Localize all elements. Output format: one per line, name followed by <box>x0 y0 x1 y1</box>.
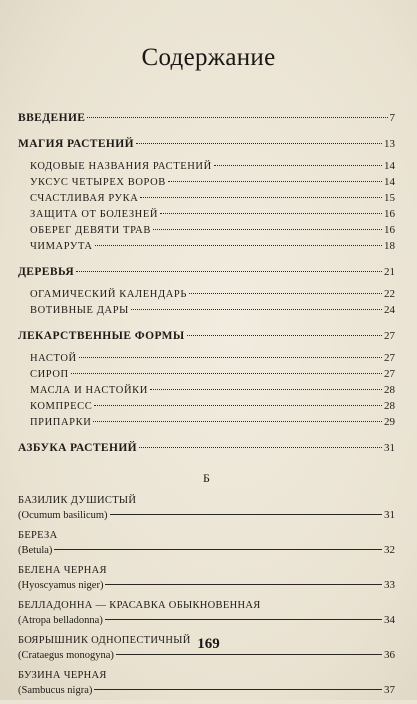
dot-leader <box>105 584 382 585</box>
toc-section[interactable] <box>18 136 395 152</box>
plant-latin-row-label: (Sambucus nigra) <box>18 685 93 696</box>
plant-latin-row[interactable] <box>18 543 395 558</box>
toc-section-page: 27 <box>384 330 395 342</box>
dot-leader <box>140 197 382 198</box>
toc-subsection[interactable] <box>18 206 395 222</box>
plant-latin-row-page: 36 <box>384 649 395 661</box>
toc-subsection[interactable] <box>18 286 395 302</box>
plant-latin-row-label: (Hyoscyamus niger) <box>18 580 104 591</box>
toc-subsection[interactable] <box>18 174 395 190</box>
toc-subsection-page: 22 <box>384 288 395 300</box>
toc-subsection-label: СИРОП <box>30 369 69 380</box>
toc-subsection[interactable] <box>18 190 395 206</box>
dot-leader <box>189 293 382 294</box>
toc-subsection-page: 28 <box>384 400 395 412</box>
toc-subsection[interactable] <box>18 158 395 174</box>
dot-leader <box>139 447 382 448</box>
plant-latin-row-label: (Ocumum basilicum) <box>18 510 108 521</box>
plant-entry[interactable] <box>18 599 395 628</box>
dot-leader <box>54 549 382 550</box>
plant-latin-row[interactable] <box>18 613 395 628</box>
toc-section-page: 7 <box>389 112 395 124</box>
dot-leader <box>93 421 382 422</box>
toc-subsection-label: ПРИПАРКИ <box>30 417 92 428</box>
page-number: 169 <box>197 636 220 652</box>
dot-leader <box>131 309 382 310</box>
dot-leader <box>71 373 382 374</box>
toc-subsection-page: 18 <box>384 240 395 252</box>
plant-name: БЕЛЛАДОННА — КРАСАВКА ОБЫКНОВЕННАЯ <box>18 600 261 611</box>
toc-subsection[interactable] <box>18 350 395 366</box>
dot-leader <box>116 654 382 655</box>
toc-section-label: АЗБУКА РАСТЕНИЙ <box>18 442 138 454</box>
dot-leader <box>168 181 382 182</box>
toc-section-page: 13 <box>384 138 395 150</box>
dot-leader <box>79 357 382 358</box>
plant-name: БАЗИЛИК ДУШИСТЫЙ <box>18 495 137 506</box>
toc-subsection-label: ВОТИВНЫЕ ДАРЫ <box>30 305 129 316</box>
plant-latin-row[interactable] <box>18 578 395 593</box>
toc-section-label: МАГИЯ РАСТЕНИЙ <box>18 138 134 150</box>
toc-subsection-label: ЗАЩИТА ОТ БОЛЕЗНЕЙ <box>30 209 159 220</box>
toc-subsection-label: НАСТОЙ <box>30 353 77 364</box>
table-of-contents <box>18 110 395 704</box>
plant-entry[interactable] <box>18 669 395 698</box>
dot-leader <box>76 271 382 272</box>
toc-section[interactable] <box>18 264 395 280</box>
dot-leader <box>95 245 382 246</box>
toc-subsection[interactable] <box>18 238 395 254</box>
toc-section[interactable] <box>18 110 395 126</box>
toc-subsection[interactable] <box>18 366 395 382</box>
toc-subsection-page: 28 <box>384 384 395 396</box>
toc-subsection-page: 29 <box>384 416 395 428</box>
dot-leader <box>153 229 382 230</box>
toc-subsection-page: 14 <box>384 160 395 172</box>
plant-entry[interactable] <box>18 564 395 593</box>
toc-subsection-label: УКСУС ЧЕТЫРЕХ ВОРОВ <box>30 177 166 188</box>
toc-subsection-label: СЧАСТЛИВАЯ РУКА <box>30 193 139 204</box>
plant-name: БЕЛЕНА ЧЕРНАЯ <box>18 565 107 576</box>
alphabet-letter-heading: Б <box>203 471 210 485</box>
toc-subsection-label: ОГАМИЧЕСКИЙ КАЛЕНДАРЬ <box>30 289 187 300</box>
toc-section-label: ЛЕКАРСТВЕННЫЕ ФОРМЫ <box>18 330 185 342</box>
plant-name: БОЯРЫШНИК ОДНОПЕСТИЧНЫЙ <box>18 635 191 646</box>
plant-latin-row-page: 31 <box>384 509 395 521</box>
toc-subsection-page: 27 <box>384 352 395 364</box>
toc-section-page: 21 <box>384 266 395 278</box>
plant-latin-row[interactable] <box>18 683 395 698</box>
dot-leader <box>87 117 387 118</box>
plant-latin-row-page: 32 <box>384 544 395 556</box>
toc-subsection-page: 16 <box>384 224 395 236</box>
toc-subsection-label: КОДОВЫЕ НАЗВАНИЯ РАСТЕНИЙ <box>30 161 212 172</box>
dot-leader <box>187 335 382 336</box>
plant-latin-row-page: 37 <box>384 684 395 696</box>
plant-name: БЕРЕЗА <box>18 530 58 541</box>
toc-section-label: ДЕРЕВЬЯ <box>18 266 75 278</box>
toc-subsection-label: ЧИМАРУТА <box>30 241 93 252</box>
plant-latin-row[interactable] <box>18 508 395 523</box>
toc-subsection[interactable] <box>18 382 395 398</box>
toc-subsection-page: 15 <box>384 192 395 204</box>
toc-subsection-page: 16 <box>384 208 395 220</box>
toc-subsection[interactable] <box>18 414 395 430</box>
dot-leader <box>214 165 382 166</box>
toc-subsection-page: 27 <box>384 368 395 380</box>
plant-latin-row-label: (Atropa belladonna) <box>18 615 103 626</box>
dot-leader <box>160 213 382 214</box>
plant-latin-row-page: 34 <box>384 614 395 626</box>
toc-subsection[interactable] <box>18 302 395 318</box>
plant-entry[interactable] <box>18 529 395 558</box>
dot-leader <box>94 689 382 690</box>
plant-entry[interactable] <box>18 494 395 523</box>
toc-subsection-label: КОМПРЕСС <box>30 401 93 412</box>
dot-leader <box>136 143 382 144</box>
toc-section[interactable] <box>18 440 395 456</box>
plant-latin-row-label: (Betula) <box>18 545 53 556</box>
toc-section-label: ВВЕДЕНИЕ <box>18 112 86 124</box>
toc-section-page: 31 <box>384 442 395 454</box>
dot-leader <box>150 389 382 390</box>
toc-section[interactable] <box>18 328 395 344</box>
page-title: Содержание <box>141 44 276 71</box>
dot-leader <box>94 405 382 406</box>
plant-latin-row-label: (Crataegus monogyna) <box>18 650 114 661</box>
toc-subsection-label: ОБЕРЕГ ДЕВЯТИ ТРАВ <box>30 225 151 236</box>
plant-latin-row-page: 33 <box>384 579 395 591</box>
dot-leader <box>105 619 382 620</box>
toc-subsection[interactable] <box>18 222 395 238</box>
toc-subsection-page: 14 <box>384 176 395 188</box>
dot-leader <box>110 514 382 515</box>
toc-subsection[interactable] <box>18 398 395 414</box>
plant-name: БУЗИНА ЧЕРНАЯ <box>18 670 107 681</box>
toc-subsection-label: МАСЛА И НАСТОЙКИ <box>30 385 148 396</box>
toc-subsection-page: 24 <box>384 304 395 316</box>
